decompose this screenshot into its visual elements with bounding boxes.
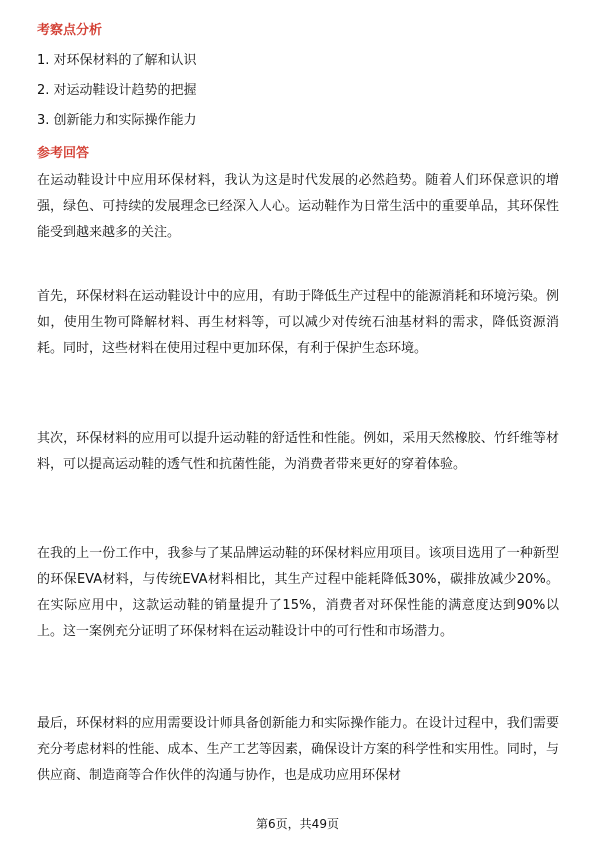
answer-paragraph-4: 在我的上一份工作中，我参与了某品牌运动鞋的环保材料应用项目。该项目选用了一种新型的环保EVA材料，与传统EVA材料相比，其生产过程中能耗降低30%，碳排放减少20%。在实际应用中，这款运动鞋的销量提升了15%，消费者对环保性能的满意度达到90%以上。这一案例充分证明了环保材料在运动鞋设计中的可行性和市场潜力。 [37, 546, 559, 639]
answer-paragraph-5: 最后，环保材料的应用需要设计师具备创新能力和实际操作能力。在设计过程中，我们需要充分考虑材料的性能、成本、生产工艺等因素，确保设计方案的科学性和实用性。同时，与供应商、制造商等合作伙伴的沟通与协作，也是成功应用环保材 [37, 716, 559, 783]
answer-heading: 参考回答 [37, 146, 90, 161]
answer-paragraph-1: 在运动鞋设计中应用环保材料，我认为这是时代发展的必然趋势。随着人们环保意识的增强，绿色、可持续的发展理念已经深入人心。运动鞋作为日常生活中的重要单品，其环保性能受到越来越多的关注。 [37, 173, 559, 240]
answer-paragraph-3: 其次，环保材料的应用可以提升运动鞋的舒适性和性能。例如，采用天然橡胶、竹纤维等材料，可以提高运动鞋的透气性和抗菌性能，为消费者带来更好的穿着体验。 [37, 431, 559, 472]
analysis-heading: 考察点分析 [37, 23, 103, 38]
analysis-point-2: 2. 对运动鞋设计趋势的把握 [37, 83, 197, 98]
analysis-point-3: 3. 创新能力和实际操作能力 [37, 113, 197, 128]
page-number: 第6页，共49页 [256, 817, 339, 831]
answer-paragraph-2: 首先，环保材料在运动鞋设计中的应用，有助于降低生产过程中的能源消耗和环境污染。例如，使用生物可降解材料、再生材料等，可以减少对传统石油基材料的需求，降低资源消耗。同时，这些材料在使用过程中更加环保，有利于保护生态环境。 [37, 289, 559, 356]
analysis-point-1: 1. 对环保材料的了解和认识 [37, 53, 197, 68]
